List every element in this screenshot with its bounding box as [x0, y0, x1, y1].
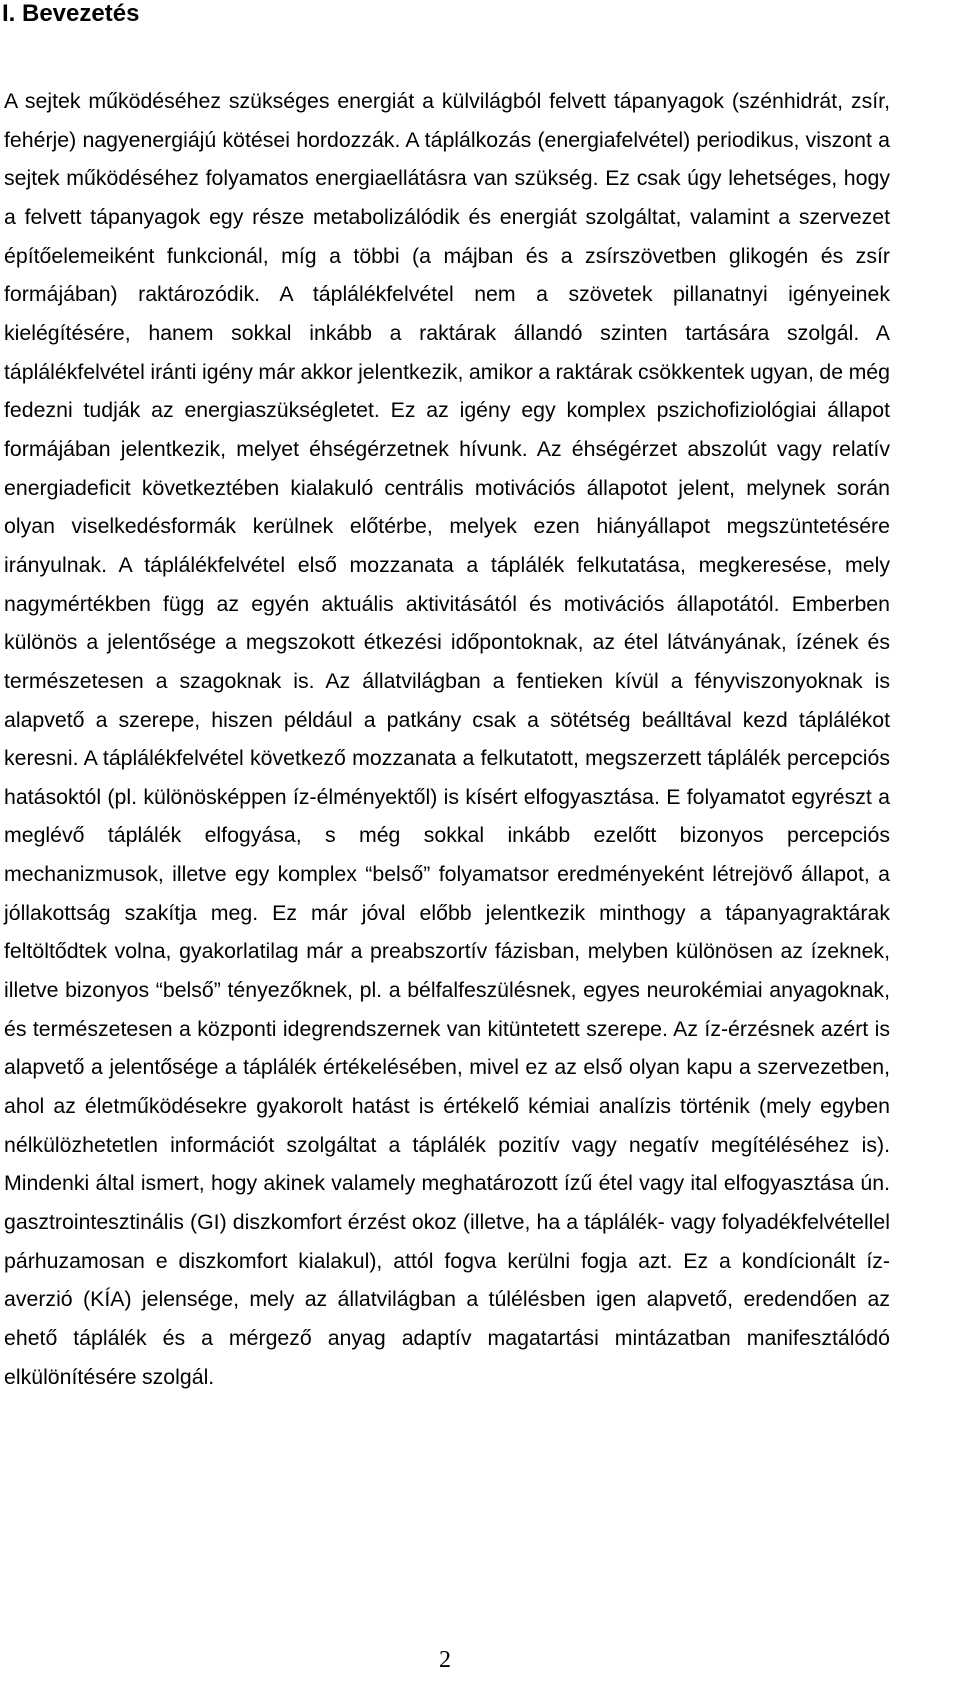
page-number: 2	[439, 1647, 451, 1673]
body-paragraph: A sejtek működéséhez szükséges energiát a külvilágból felvett tápanyagok (szénhidrát, zsír, fehérje) nagyenergiájú kötései hordozzák. A táplálkozás (energiafelvétel) periodikus, viszont a sejtek működéséhez folyamatos energiaellátásra van szükség. Ez csak úgy lehetséges, hogy a felvett tápanyagok egy része metabolizálódik és energiát szolgáltat, valamint a szervezet építőelemeiként funkcionál, míg a többi (a májban és a zsírszövetben glikogén és zsír formájában) raktározódik. A táplálékfelvétel nem a szövetek pillanatnyi igényeinek kielégítésére, hanem sokkal inkább a raktárak állandó szinten tartására szolgál. A táplálékfelvétel iránti igény már akkor jelentkezik, amikor a raktárak csökkentek ugyan, de még fedezni tudják az energiaszükségletet. Ez az igény egy komplex pszichofiziológiai állapot formájában jelentkezik, melyet éhségérzetnek hívunk. Az éhségérzet abszolút vagy relatív energiadeficit következtében kialakuló centrális motivációs állapotot jelent, melynek során olyan viselkedésformák kerülnek előtérbe, melyek ezen hiányállapot megszüntetésére irányulnak. A táplálékfelvétel első mozzanata a táplálék felkutatása, megkeresése, mely nagymértékben függ az egyén aktuális aktivitásától és motivációs állapotától. Emberben különös a jelentősége a megszokott étkezési időpontoknak, az étel látványának, ízének és természetesen a szagoknak is. Az állatvilágban a fentieken kívül a fényviszonyoknak is alapvető a szerepe, hiszen például a patkány csak a sötétség beálltával kezd táplálékot keresni. A táplálékfelvétel következő mozzanata a felkutatott, megszerzett táplálék percepciós hatásoktól (pl. különösképpen íz-élményektől) is kísért elfogyasztása. E folyamatot egyrészt a meglévő táplálék elfogyása, s még sokkal inkább ezelőtt bizonyos percepciós mechanizmusok, illetve egy komplex “belső” folyamatsor eredményeként létrejövő állapot, a jóllakottság szakítja meg. Ez már jóval előbb jelentkezik minthogy a tápanyagraktárak feltöltődtek volna, gyakorlatilag már a preabszortív fázisban, melyben különösen az ízeknek, illetve bizonyos “belső” tényezőknek, pl. a bélfalfeszülésnek, egyes neurokémiai anyagoknak, és természetesen a központi idegrendszernek van kitüntetett szerepe. Az íz-érzésnek azért is alapvető a jelentősége a táplálék értékelésében, mivel ez az első olyan kapu a szervezetben, ahol az életműködésekre gyakorolt hatást is értékelő kémiai analízis történik (mely egyben nélkülözhetetlen információt szolgáltat a táplálék pozitív vagy negatív megítéléséhez is). Mindenki által ismert, hogy akinek valamely meghatározott ízű étel vagy ital elfogyasztása ún. gasztrointesztinális (GI) diszkomfort érzést okoz (illetve, ha a táplálék- vagy folyadékfelvétellel párhuzamosan e diszkomfort kialakul), attól fogva kerülni fogja azt. Ez a kondícionált íz-averzió (KÍA) jelensége, mely az állatvilágban a túlélésben igen alapvető, eredendően az ehető táplálék és a mérgező anyag adaptív magatartási mintázatban manifesztálódó elkülönítésére szolgál.	[4, 89, 890, 1389]
section-heading: I. Bevezetés	[2, 0, 140, 27]
